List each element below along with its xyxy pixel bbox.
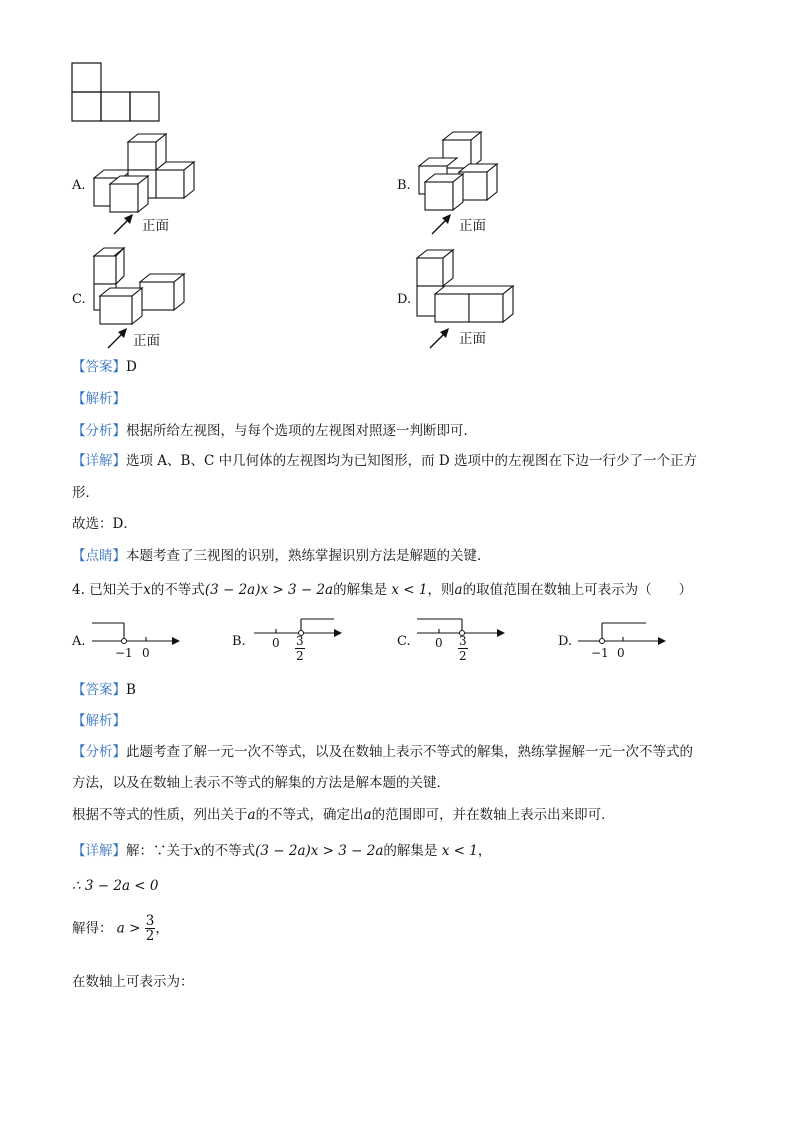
var-a: a <box>454 582 463 598</box>
xiangjie-text: 的解集是 <box>383 843 438 859</box>
inequality: (3 − 2a)x > 3 − 2a <box>255 843 384 859</box>
frac-num: 3 <box>145 913 155 929</box>
tick-label: 0 <box>617 646 625 660</box>
option-d-letter: D. <box>397 292 412 307</box>
front-arrow-icon <box>430 212 454 236</box>
q3-answer <box>72 357 137 377</box>
solution-set: x < 1 <box>391 582 428 598</box>
fenxi-text: 根据所给左视图，与每个选项的左视图对照逐一判断即可． <box>126 423 477 439</box>
xiangjie-line1: 选项 A、B、C 中几何体的左视图均为已知图形，而 D 选项中的左视图在下边一行少了一个正方 <box>126 453 697 469</box>
inequality: (3 − 2a)x > 3 − 2a <box>204 582 334 598</box>
tick-label: 0 <box>272 636 280 650</box>
cube-solid-option-b <box>415 130 525 215</box>
method-text: 的范围即可，并在数轴上表示出来即可． <box>371 807 615 823</box>
var-x: x <box>143 582 151 598</box>
step2-label: 解得： <box>72 920 113 937</box>
q4-number: 4. <box>72 582 85 598</box>
q3-fenxi <box>72 421 477 441</box>
tick-fraction <box>458 634 468 663</box>
fenxi-tag: 【分析】 <box>72 423 126 439</box>
frac-den: 2 <box>296 649 304 663</box>
answer-value: D <box>126 359 137 375</box>
front-label-c: 正面 <box>133 333 160 349</box>
front-arrow-icon <box>428 326 452 350</box>
q4-stem <box>72 580 692 600</box>
number-line-option-a <box>90 620 185 660</box>
solution-set: x < 1 <box>441 843 478 859</box>
cube-solid-option-a <box>90 130 200 215</box>
q4-represent: 在数轴上可表示为： <box>72 974 194 990</box>
xiangjie-text: 的不等式 <box>201 843 256 859</box>
answer-tag: 【答案】 <box>72 359 126 375</box>
q4-stem-text: 的取值范围在数轴上可表示为（ ） <box>462 582 693 598</box>
xiangjie-tag: 【详解】 <box>72 843 126 859</box>
front-label-d: 正面 <box>459 331 486 347</box>
fenxi-tag: 【分析】 <box>72 744 126 760</box>
tick-label: 0 <box>142 646 150 660</box>
q3-dianjing <box>72 546 491 566</box>
q4-option-c-letter: C. <box>397 634 411 649</box>
front-arrow-icon <box>112 212 136 236</box>
dianjing-tag: 【点睛】 <box>72 548 126 564</box>
q4-fenxi <box>72 742 693 762</box>
frac-num: 3 <box>459 634 467 648</box>
q4-stem-text: ，则 <box>427 582 455 598</box>
q4-option-d-letter: D. <box>558 634 573 649</box>
q4-method <box>72 805 615 825</box>
option-a-letter: A. <box>72 178 86 193</box>
q4-option-a-letter: A. <box>72 634 86 649</box>
xiangjie-tag: 【详解】 <box>72 453 126 469</box>
q4-fenxi-line2: 方法，以及在数轴上表示不等式的解集的方法是解本题的关键． <box>72 775 450 791</box>
q4-analysis-tag: 【解析】 <box>72 713 126 729</box>
var-a: a <box>363 807 372 823</box>
q4-stem-text: 已知关于 <box>89 582 144 598</box>
cube-solid-option-d <box>415 248 525 333</box>
answer-tag: 【答案】 <box>72 682 126 698</box>
tick-label: −1 <box>591 646 609 660</box>
var-a: a <box>247 807 256 823</box>
option-b-letter: B. <box>397 178 411 193</box>
tick-fraction <box>295 634 305 663</box>
var-x: x <box>193 843 202 859</box>
front-label-b: 正面 <box>459 218 486 234</box>
q3-xiangjie <box>72 451 697 471</box>
q4-stem-text: 的解集是 <box>333 582 388 598</box>
frac-den: 2 <box>459 649 467 663</box>
step2-tail: ， <box>155 920 169 937</box>
method-text: 的不等式，确定出 <box>255 807 364 823</box>
step2-fraction <box>145 914 156 943</box>
cube-solid-option-c <box>90 248 200 333</box>
q4-stem-text: 的不等式 <box>150 582 205 598</box>
frac-num: 3 <box>296 634 304 648</box>
q4-step2 <box>72 914 169 954</box>
step2-lhs: a > <box>116 920 141 937</box>
q3-choose: 故选：D． <box>72 516 137 532</box>
answer-value: B <box>126 682 136 698</box>
tick-label: −1 <box>115 646 133 660</box>
left-view-figure <box>70 62 165 124</box>
method-text: 根据不等式的性质，列出关于 <box>72 807 248 823</box>
front-arrow-icon <box>106 326 130 350</box>
fenxi-line1: 此题考查了解一元一次不等式，以及在数轴上表示不等式的解集，熟练掌握解一元一次不等式的 <box>126 744 693 760</box>
q4-step1: ∴ 3 − 2a < 0 <box>72 878 159 894</box>
q3-analysis-tag: 【解析】 <box>72 391 126 407</box>
xiangjie-text: ， <box>477 843 492 859</box>
option-c-letter: C. <box>72 292 86 307</box>
tick-label: 0 <box>435 636 443 650</box>
xiangjie-text: 解：∵关于 <box>126 843 194 859</box>
dianjing-text: 本题考查了三视图的识别，熟练掌握识别方法是解题的关键． <box>126 548 491 564</box>
q4-option-b-letter: B. <box>232 634 246 649</box>
q4-xiangjie <box>72 841 491 861</box>
q4-answer <box>72 680 136 700</box>
q3-xiangjie-line2: 形． <box>72 485 99 501</box>
frac-den: 2 <box>145 928 155 944</box>
front-label-a: 正面 <box>142 218 169 234</box>
